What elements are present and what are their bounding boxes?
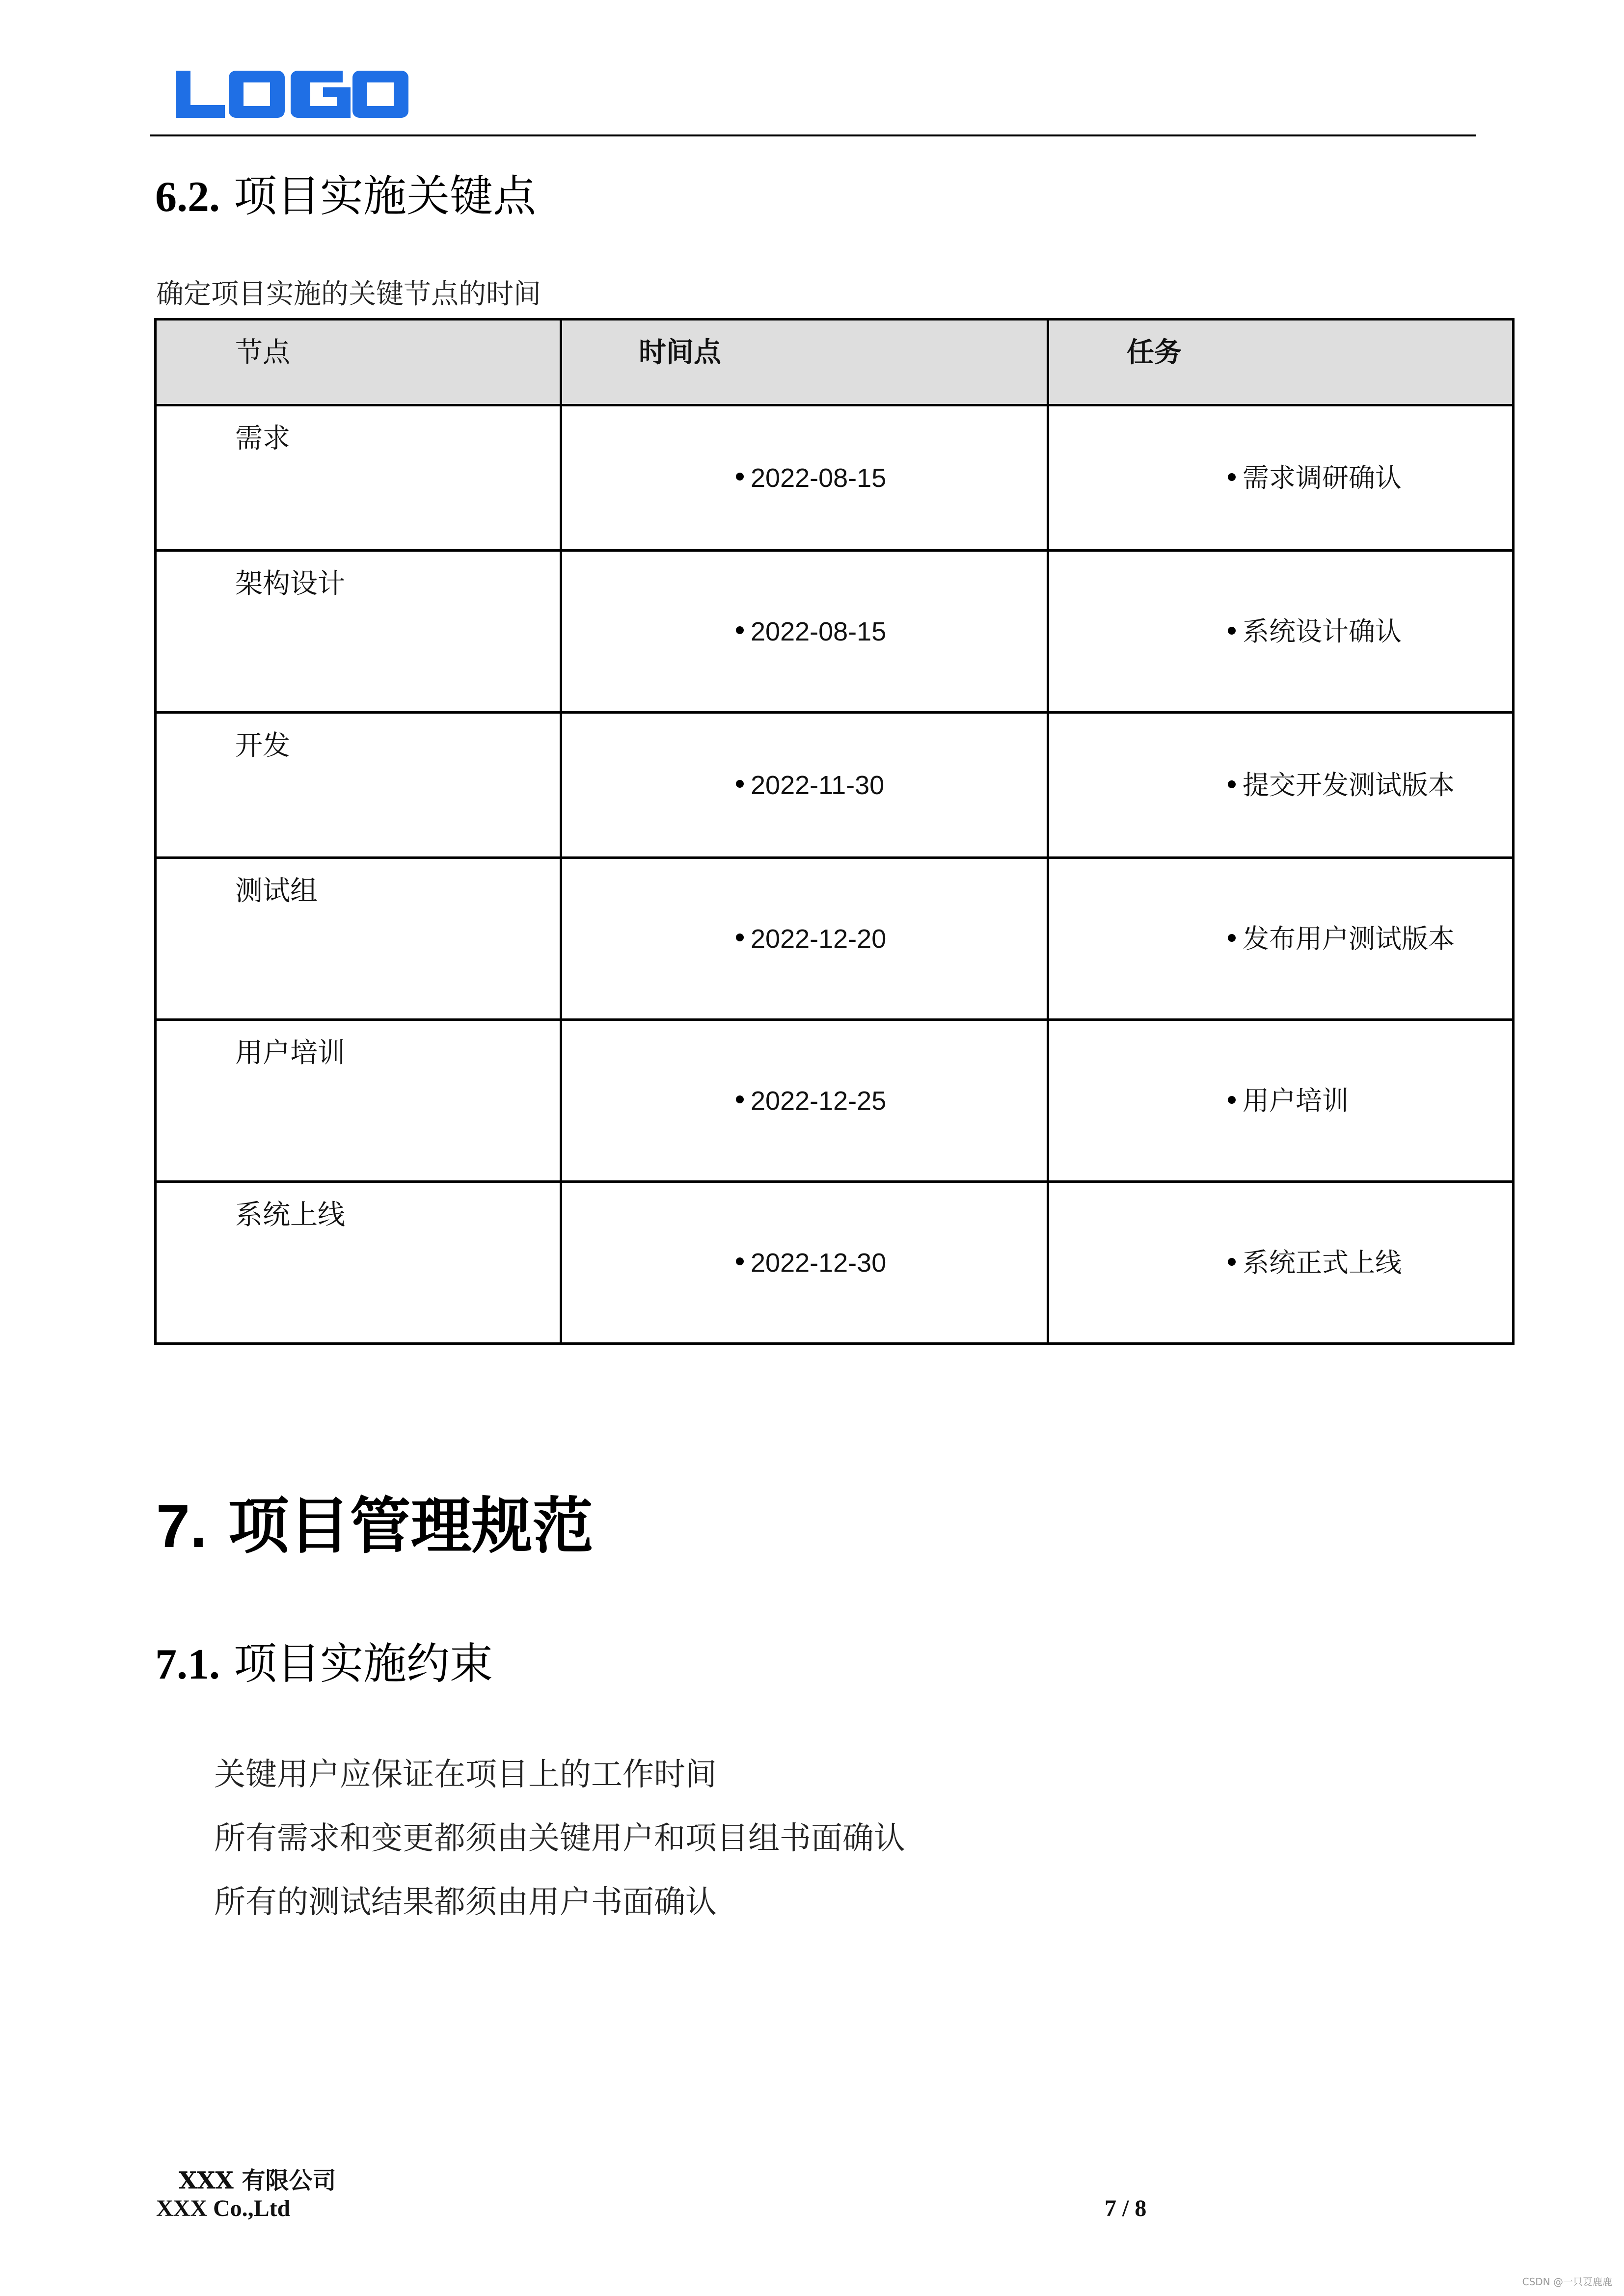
cell-date bbox=[561, 551, 1048, 713]
cell-task-item bbox=[1049, 923, 1512, 954]
bullet-icon bbox=[1228, 780, 1236, 788]
cell-date bbox=[561, 1182, 1048, 1344]
table-row bbox=[156, 551, 1514, 713]
cell-node bbox=[156, 1182, 561, 1344]
table-caption: 确定项目实施的关键节点的时间 bbox=[156, 278, 541, 310]
cell-date-text: 2022-12-20 bbox=[751, 924, 887, 954]
paragraph: 所有需求和变更都须由关键用户和项目组书面确认 bbox=[214, 1820, 905, 1857]
cell-date-text: 2022-08-15 bbox=[751, 616, 887, 646]
section-title: 项目管理规范 bbox=[228, 1491, 594, 1562]
bullet-icon bbox=[1228, 934, 1236, 942]
section-number: 7. bbox=[156, 1493, 207, 1560]
node-label: 开发 bbox=[235, 730, 290, 762]
milestone-table bbox=[154, 318, 1515, 1345]
bullet-icon bbox=[736, 473, 744, 481]
bullet-icon bbox=[736, 1257, 744, 1265]
cell-node bbox=[156, 1020, 561, 1182]
cell-task-item bbox=[1049, 462, 1512, 493]
cell-task-text: 需求调研确认 bbox=[1243, 462, 1402, 493]
cell-node bbox=[156, 405, 561, 551]
cell-task bbox=[1048, 1182, 1514, 1344]
cell-task-text: 提交开发测试版本 bbox=[1243, 769, 1455, 801]
cell-task-text: 系统正式上线 bbox=[1243, 1247, 1402, 1278]
bullet-icon bbox=[736, 780, 744, 788]
node-label: 系统上线 bbox=[235, 1199, 345, 1231]
cell-task-item bbox=[1049, 615, 1512, 647]
cell-date bbox=[561, 405, 1048, 551]
cell-task bbox=[1048, 405, 1514, 551]
bullet-icon bbox=[1228, 627, 1236, 635]
bullet-icon bbox=[736, 1095, 744, 1103]
cell-task bbox=[1048, 1020, 1514, 1182]
header-cell-task: 任务 bbox=[1048, 320, 1514, 405]
table-row bbox=[156, 1182, 1514, 1344]
table-header-row bbox=[156, 320, 1514, 405]
cell-date bbox=[561, 858, 1048, 1020]
node-label: 需求 bbox=[235, 423, 290, 454]
header-cell-node: 节点 bbox=[156, 320, 561, 405]
paragraph: 所有的测试结果都须由用户书面确认 bbox=[214, 1884, 717, 1921]
section-title: 项目实施关键点 bbox=[233, 171, 536, 221]
cell-task-text: 系统设计确认 bbox=[1243, 615, 1402, 647]
cell-date-item bbox=[562, 1250, 1047, 1276]
cell-date-text: 2022-12-30 bbox=[751, 1248, 887, 1278]
node-label: 架构设计 bbox=[235, 568, 345, 600]
cell-date bbox=[561, 713, 1048, 858]
cell-date-item bbox=[562, 618, 1047, 645]
cell-task-text: 用户培训 bbox=[1243, 1085, 1349, 1116]
cell-date-item bbox=[562, 926, 1047, 952]
paragraph: 关键用户应保证在项目上的工作时间 bbox=[214, 1757, 717, 1793]
section-title: 项目实施约束 bbox=[233, 1638, 493, 1689]
company-logo bbox=[173, 68, 408, 121]
bullet-icon bbox=[736, 934, 744, 941]
cell-task bbox=[1048, 713, 1514, 858]
cell-task-item bbox=[1049, 1085, 1512, 1116]
cell-node bbox=[156, 551, 561, 713]
table-row bbox=[156, 405, 1514, 551]
bullet-icon bbox=[1228, 1258, 1236, 1266]
section-number: 6.2. bbox=[155, 173, 220, 221]
cell-date-text: 2022-12-25 bbox=[751, 1086, 887, 1116]
node-label: 测试组 bbox=[235, 875, 318, 907]
cell-date bbox=[561, 1020, 1048, 1182]
cell-date-item bbox=[562, 465, 1047, 491]
node-label: 用户培训 bbox=[235, 1037, 345, 1069]
bullet-icon bbox=[1228, 473, 1236, 481]
section-number: 7.1. bbox=[155, 1641, 220, 1688]
cell-date-item bbox=[562, 772, 1047, 799]
bullet-icon bbox=[736, 626, 744, 634]
cell-task-text: 发布用户测试版本 bbox=[1243, 923, 1455, 954]
table-row bbox=[156, 713, 1514, 858]
cell-node bbox=[156, 713, 561, 858]
cell-date-text: 2022-08-15 bbox=[751, 463, 887, 493]
cell-node bbox=[156, 858, 561, 1020]
cell-date-text: 2022-11-30 bbox=[751, 770, 885, 800]
footer-company-cn: XXX 有限公司 bbox=[179, 2167, 336, 2194]
section-heading-6-2 bbox=[155, 171, 536, 221]
table-row bbox=[156, 858, 1514, 1020]
page-number: 7 / 8 bbox=[1105, 2195, 1147, 2221]
cell-date-item bbox=[562, 1088, 1047, 1114]
section-heading-7 bbox=[156, 1491, 594, 1562]
header-divider bbox=[150, 134, 1476, 136]
header-cell-time: 时间点 bbox=[561, 320, 1048, 405]
cell-task-item bbox=[1049, 1247, 1512, 1278]
footer-company-en: XXX Co.,Ltd bbox=[156, 2195, 291, 2221]
table-row bbox=[156, 1020, 1514, 1182]
cell-task bbox=[1048, 551, 1514, 713]
cell-task bbox=[1048, 858, 1514, 1020]
watermark-text: CSDN @一只夏鹿鹿 bbox=[1522, 2276, 1612, 2288]
bullet-icon bbox=[1228, 1096, 1236, 1104]
section-heading-7-1 bbox=[155, 1638, 493, 1689]
cell-task-item bbox=[1049, 769, 1512, 801]
